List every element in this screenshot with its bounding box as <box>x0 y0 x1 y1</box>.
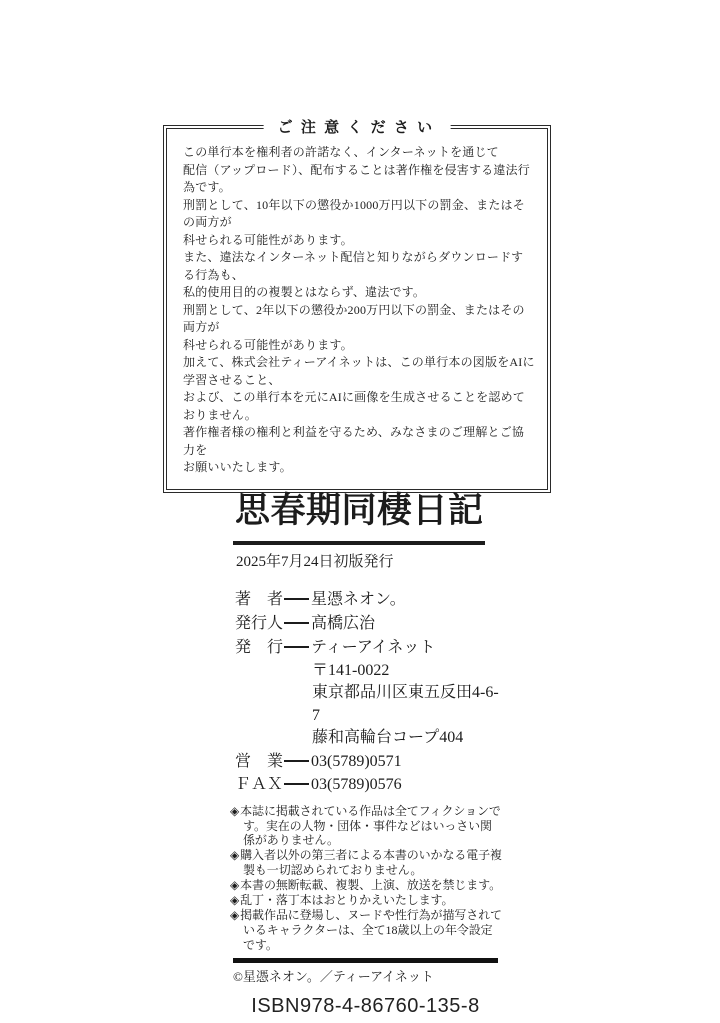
sales-label: 営 業 <box>235 752 284 770</box>
note-bullet-icon: ◈ <box>230 803 240 818</box>
edition-date: 2025年7月24日初版発行 <box>236 554 394 570</box>
note-text: 本誌に掲載されている作品は全てフィクションです。実在の人物・団体・事件などはいっさい関係がありません。 <box>240 803 501 848</box>
author-label: 著 者 <box>235 591 284 608</box>
note-bullet-icon: ◈ <box>230 907 240 922</box>
fax-row <box>235 773 501 796</box>
note-text: 購入者以外の第三者による本書のいかなる電子複製も一切認められておりません。 <box>240 848 502 878</box>
notice-line: 加えて、株式会社ティーアイネットは、この単行本の図版をAIに学習させること、 <box>183 355 535 387</box>
note-bullet-icon: ◈ <box>230 848 240 863</box>
note-item <box>230 848 502 878</box>
notice-line: また、違法なインターネット配信と知りながらダウンロードする行為も、 <box>183 250 524 282</box>
note-item <box>230 893 502 908</box>
note-bullet-icon: ◈ <box>230 878 240 893</box>
label-dash <box>284 598 309 600</box>
publisher-row <box>235 636 501 660</box>
notice-box-title: ご注意ください <box>264 117 451 139</box>
notice-line: 科せられる可能性があります。 <box>183 232 353 247</box>
notice-line: 刑罰として、2年以下の懲役か200万円以下の罰金、またはその両方が <box>183 302 525 334</box>
notice-line: お願いいたします。 <box>183 460 292 474</box>
notice-line: 刑罰として、10年以下の懲役か1000万円以下の罰金、またはその両方が <box>183 197 525 229</box>
note-text: 掲載作品に登場し、ヌードや性行為が描写されているキャラクターは、全て18歳以上の年令設定です。 <box>240 907 502 952</box>
note-bullet-icon: ◈ <box>230 893 240 908</box>
label-dash <box>284 646 309 648</box>
notice-line: 私的使用目的の複製とはならず、違法です。 <box>183 285 426 299</box>
note-item <box>230 804 502 849</box>
publisher-address <box>312 660 501 750</box>
copyright-line: ©星憑ネオン。／ティーアイネット <box>233 968 434 984</box>
isbn: ISBN978-4-86760-135-8 <box>251 994 480 1017</box>
postal-code: 〒141-0022 <box>312 662 390 679</box>
sales-phone-row <box>235 750 501 773</box>
book-title: 思春期同棲日記 <box>235 491 484 530</box>
copyright-notice-box <box>163 120 551 493</box>
note-text: 乱丁・落丁本はおとりかえいたします。 <box>240 893 454 908</box>
issuer-value: 高橋広治 <box>311 615 376 632</box>
address-line: 藤和高輪台コープ404 <box>312 729 464 747</box>
publisher-value: ティーアイネット <box>311 639 436 656</box>
notice-line: 科せられる可能性があります。 <box>183 337 353 352</box>
bottom-rule <box>233 958 498 963</box>
sales-phone: 03(5789)0571 <box>311 752 402 770</box>
address-line: 東京都品川区東五反田4-6-7 <box>312 684 499 724</box>
publisher-label: 発 行 <box>235 639 284 656</box>
colophon <box>230 489 502 1018</box>
note-item <box>230 908 502 953</box>
fax-label: ＦＡＸ <box>235 775 284 793</box>
notice-box-body <box>183 144 535 477</box>
disclaimer-notes <box>230 804 502 953</box>
title-rule <box>233 541 485 545</box>
author-row <box>235 588 501 612</box>
author-value: 星憑ネオン。 <box>311 591 406 608</box>
publication-info <box>235 588 501 796</box>
issuer-label: 発行人 <box>235 615 284 632</box>
contact-info <box>235 750 501 796</box>
notice-line: 著作権者様の権利と利益を守るため、みなさまのご理解とご協力を <box>183 425 525 457</box>
fax-number: 03(5789)0576 <box>311 775 402 793</box>
note-text: 本書の無断転載、複製、上演、放送を禁じます。 <box>240 878 501 893</box>
notice-line: この単行本を権利者の許諾なく、インターネットを通じて <box>183 145 499 159</box>
label-dash <box>284 622 309 624</box>
note-item <box>230 878 502 893</box>
label-dash <box>284 760 309 762</box>
label-dash <box>284 783 309 785</box>
notice-line: 配信（アップロード）、配布することは著作権を侵害する違法行為です。 <box>183 162 530 194</box>
notice-line: および、この単行本を元にAIに画像を生成させることを認めておりません。 <box>183 390 525 422</box>
issuer-row <box>235 612 501 636</box>
